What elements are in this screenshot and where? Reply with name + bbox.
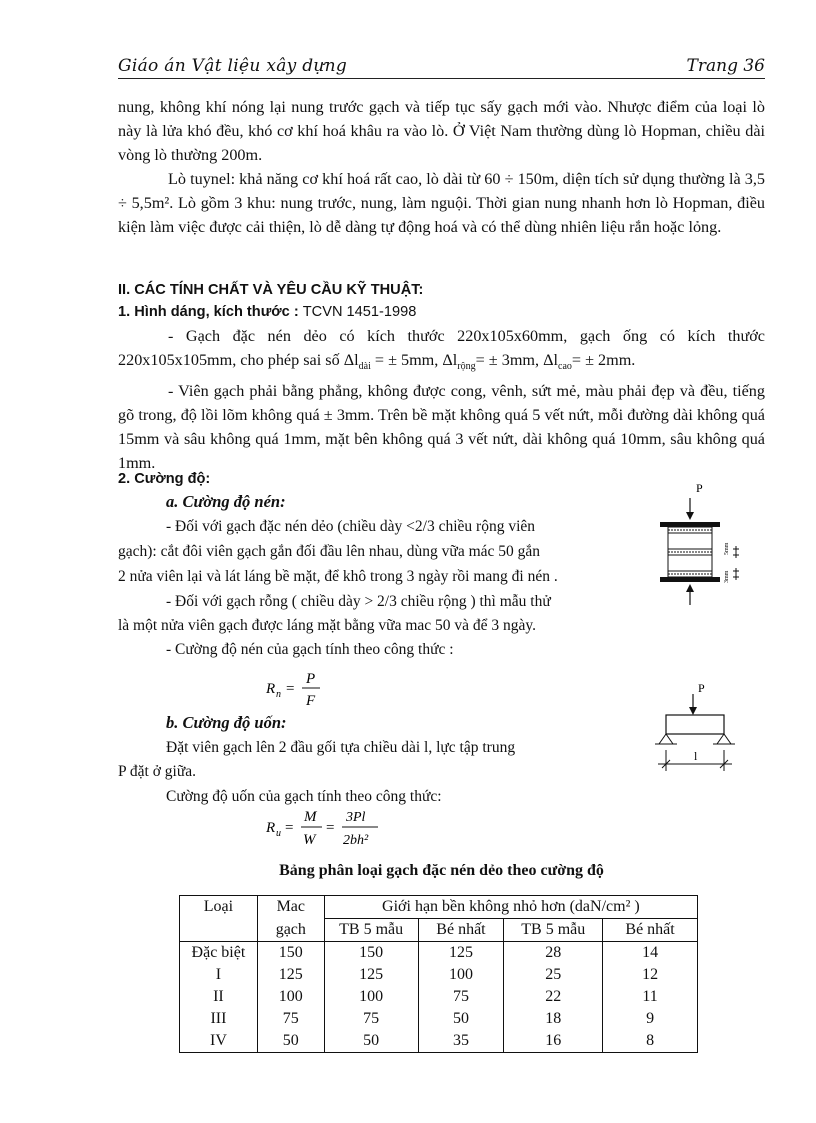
compression-line-6: - Cường độ nén của gạch tính theo công thức : xyxy=(166,641,454,658)
fig2-brick xyxy=(666,715,724,734)
compression-line-5: là một nửa viên gạch được láng mặt bằng vữa mac 50 và để 3 ngày. xyxy=(118,617,537,634)
ru-equals-2: = xyxy=(326,820,335,836)
tolerance-text: 220x105x105mm, cho phép sai số Δl xyxy=(118,351,359,369)
standard-ref: TCVN 1451-1998 xyxy=(302,304,417,320)
table-header-row-1 xyxy=(180,896,698,919)
bending-heading: b. Cường độ uốn: xyxy=(166,713,287,732)
cell-mac: 50 xyxy=(257,1030,324,1053)
header-min-1: Bé nhất xyxy=(418,919,504,942)
paragraph-tuynel: Lò tuynel: khả năng cơ khí hoá rất cao, lò dài từ 60 ÷ 150m, diện tích sử dụng thường là 3,5 ÷ 5,5m². Lò gồm 3 khu: nung trước, nung, làm nguội. Thời gian nung nhanh hơn lò Hopman, điều kiện làm việc được cải thiện, lò dễ dàng tự động hoá và có thể dùng nhiên liệu rắn hoặc lỏng. xyxy=(118,170,765,236)
compression-test-figure xyxy=(640,480,750,610)
cell-value: 100 xyxy=(418,964,504,986)
cell-value: 28 xyxy=(504,942,603,965)
size-line-2 xyxy=(118,348,765,379)
cell-mac: 125 xyxy=(257,964,324,986)
header-group-text: Giới hạn bền không nhỏ hơn (daN/cm² ) xyxy=(382,898,640,915)
header-avg-2: TB 5 mẫu xyxy=(504,919,603,942)
cell-value: 11 xyxy=(603,986,698,1008)
fig2-length-label: l xyxy=(694,749,698,763)
fig2-arrowhead xyxy=(689,707,697,715)
ru-num-1: M xyxy=(304,809,317,825)
bending-test-figure xyxy=(650,676,750,776)
tolerance-text-3: = ± 3mm, Δl xyxy=(475,351,559,369)
size-line-1: - Gạch đặc nén dẻo có kích thước 220x105x60mm, gạch ống có kích thước xyxy=(168,327,765,345)
cell-type: IV xyxy=(180,1030,258,1053)
cell-value: 18 xyxy=(504,1008,603,1030)
cell-mac: 150 xyxy=(257,942,324,965)
fig2-support-left xyxy=(659,734,673,744)
header-strength-limit xyxy=(324,896,697,919)
tolerance-text-4: = ± 2mm. xyxy=(571,351,636,369)
cell-value: 75 xyxy=(418,986,504,1008)
subsection-1-heading xyxy=(118,301,416,323)
cell-value: 8 xyxy=(603,1030,698,1053)
rn-denominator: F xyxy=(306,693,316,709)
fig1-dim-1: 5mm xyxy=(724,542,730,555)
header-mac: Mac xyxy=(257,896,324,919)
cell-value: 35 xyxy=(418,1030,504,1053)
compression-line-2: gạch): cắt đôi viên gạch gắn đối đầu lên nhau, dùng vữa mác 50 gắn xyxy=(118,543,541,560)
bending-line-3: Cường độ uốn của gạch tính theo công thức: xyxy=(166,788,442,805)
cell-value: 150 xyxy=(324,942,418,965)
subsection-1-label: 1. Hình dáng, kích thước : xyxy=(118,304,299,320)
ru-den-2: 2bh² xyxy=(343,833,369,848)
cell-value: 9 xyxy=(603,1008,698,1030)
header-title: Giáo án Vật liệu xây dựng xyxy=(118,56,348,76)
table-row xyxy=(180,1008,698,1030)
ru-sub: u xyxy=(276,828,281,839)
surface-requirements: - Viên gạch phải bằng phẳng, không được cong, vênh, sứt mẻ, màu phải đẹp và đều, tiếng gõ trong, độ lồi lõm không quá ± 3mm. Trên bề mặt không quá 5 vết nứt, mỗi đường dài không quá 15mm và sâu không quá 1mm, mặt bên không quá 3 vết nứt, dài không quá 10mm, sâu không quá 1mm. xyxy=(118,382,765,473)
fig2-force-label: P xyxy=(698,681,705,695)
header-min-2: Bé nhất xyxy=(603,919,698,942)
fig1-arrowhead-top xyxy=(686,512,694,520)
ru-equals-1: = xyxy=(285,820,294,836)
header-loai: Loại xyxy=(180,896,258,942)
cell-type: Đặc biệt xyxy=(180,942,258,965)
rn-numerator: P xyxy=(306,671,316,687)
bending-line-2: P đặt ở giữa. xyxy=(118,763,197,780)
compression-line-3: 2 nửa viên lại và lát láng bề mặt, để khô trong 3 ngày rồi mang đi nén . xyxy=(118,568,558,585)
page-header xyxy=(118,56,765,79)
cell-type: I xyxy=(180,964,258,986)
rn-symbol: R xyxy=(266,681,276,697)
tolerance-text-2: = ± 5mm, Δl xyxy=(370,351,458,369)
fig1-plate-bottom xyxy=(660,577,720,582)
fig1-brick-upper xyxy=(668,533,712,549)
fig1-arrowhead-bottom xyxy=(686,584,694,592)
table-caption: Bảng phân loại gạch đặc nén dẻo theo cường độ xyxy=(279,862,604,879)
size-requirements xyxy=(118,324,765,475)
rn-equals: = xyxy=(286,681,295,697)
cell-type: II xyxy=(180,986,258,1008)
subsection-2-heading: 2. Cường độ: xyxy=(118,471,211,487)
compression-heading: a. Cường độ nén: xyxy=(166,492,286,511)
table-row xyxy=(180,1030,698,1053)
table-row xyxy=(180,942,698,965)
header-page-number: Trang 36 xyxy=(686,56,765,76)
table-row xyxy=(180,986,698,1008)
section-heading: II. CÁC TÍNH CHẤT VÀ YÊU CẦU KỸ THUẬT: xyxy=(118,282,424,298)
cell-value: 25 xyxy=(504,964,603,986)
fig1-dim-2: 3mm xyxy=(724,570,730,583)
paragraph-hopman: nung, không khí nóng lại nung trước gạch và tiếp tục sấy gạch mới vào. Nhược điểm của loại lò này là lửa khó đều, khó cơ khí hoá khâu ra vào lò. Ở Việt Nam thường dùng lò Hopman, chiều dài vòng lò thường 200m. xyxy=(118,98,765,164)
cell-value: 50 xyxy=(418,1008,504,1030)
compression-line-4: - Đối với gạch rỗng ( chiều dày > 2/3 chiều rộng ) thì mẫu thử xyxy=(166,593,551,610)
sub-rong: rộng xyxy=(457,361,476,373)
cell-value: 12 xyxy=(603,964,698,986)
header-avg-1: TB 5 mẫu xyxy=(324,919,418,942)
formula-bending xyxy=(262,804,392,852)
rn-sub: n xyxy=(276,689,281,700)
cell-value: 75 xyxy=(324,1008,418,1030)
cell-value: 16 xyxy=(504,1030,603,1053)
fig1-brick-lower xyxy=(668,555,712,571)
table-header-row-2 xyxy=(180,919,698,942)
table-row xyxy=(180,964,698,986)
ru-num-2: 3Pl xyxy=(346,810,366,825)
ru-symbol: R xyxy=(266,820,276,836)
fig1-plate-top xyxy=(660,522,720,527)
cell-mac: 75 xyxy=(257,1008,324,1030)
formula-compression xyxy=(262,665,332,711)
cell-value: 22 xyxy=(504,986,603,1008)
cell-mac: 100 xyxy=(257,986,324,1008)
cell-value: 125 xyxy=(324,964,418,986)
body-text-top xyxy=(118,95,765,239)
cell-value: 125 xyxy=(418,942,504,965)
cell-value: 14 xyxy=(603,942,698,965)
sub-cao: cao xyxy=(558,361,572,373)
fig2-support-right xyxy=(717,734,731,744)
sub-dai: dài xyxy=(358,361,371,373)
cell-value: 100 xyxy=(324,986,418,1008)
header-gach: gạch xyxy=(257,919,324,942)
bending-line-1: Đặt viên gạch lên 2 đầu gối tựa chiều dài l, lực tập trung xyxy=(166,739,516,756)
brick-strength-table xyxy=(179,895,698,1053)
cell-type: III xyxy=(180,1008,258,1030)
cell-value: 50 xyxy=(324,1030,418,1053)
ru-den-1: W xyxy=(303,832,316,848)
fig1-force-label: P xyxy=(696,481,703,495)
compression-line-1: - Đối với gạch đặc nén dẻo (chiều dày <2/3 chiều rộng viên xyxy=(166,518,536,535)
